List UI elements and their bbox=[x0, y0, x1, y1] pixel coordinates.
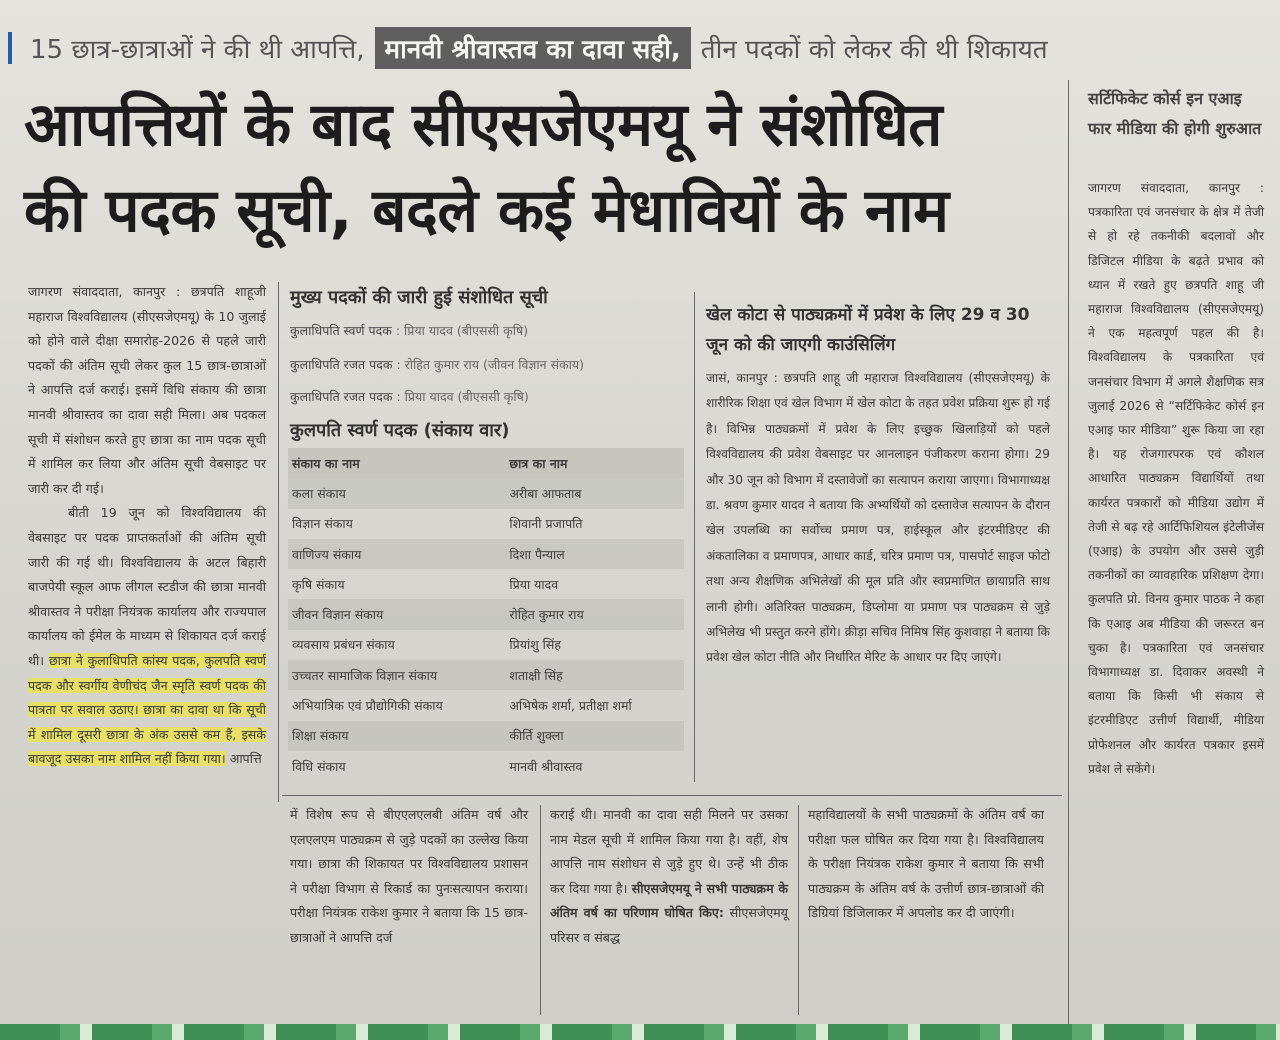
medal-name: कुलाधिपति रजत पदक bbox=[290, 357, 393, 372]
faculty-medals-title: कुलपति स्वर्ण पदक (संकाय वार) bbox=[290, 420, 510, 441]
sidebar-body: जागरण संवाददाता, कानपुर : पत्रकारिता एवं जनसंचार के क्षेत्र में तेजी से हो रहे तकनीकी बदलावों और डिजिटल मीडिया के बढ़ते प्रभाव को ध्यान में रखते हुए छत्रपति शाहू जी महाराज विश्वविद्यालय (सीएसजेएमयू) ने एक महत्वपूर्ण पहल की है। विश्वविद्यालय के पत्रकारिता एवं जनसंचार विभाग में अगले शैक्षणिक सत्र जुलाई 2026 से “सर्टिफिकेट कोर्स इन एआइ फार मीडिया” शुरू किया जा रहा है। यह रोजगारपरक एवं कौशल आधारित पाठ्यक्रम विद्यार्थियों तथा कार्यरत पत्रकारों को मीडिया उद्योग में तेजी से बढ़ रहे आर्टिफिशियल इंटेलीजेंस (एआइ) के उपयोग और उससे जुड़ी तकनीकों का व्यावहारिक प्रशिक्षण देगा। कुलपति प्रो. विनय कुमार पाठक ने कहा कि एआइ अब मीडिया की जरूरत बन चुका है। पत्रकारिता एवं जनसंचार विभागाध्यक्ष डा. दिवाकर अवस्थी ने बताया कि किसी भी संकाय से इंटरमीडिएट उत्तीर्ण विद्यार्थी, मीडिया प्रोफेशनल और कार्यरत पत्रकार इसमें प्रवेश ले सकेंगे। bbox=[1088, 181, 1264, 776]
table-header-cell: छात्र का नाम bbox=[505, 448, 684, 478]
article-body-column-2: में विशेष रूप से बीएएलएलबी अंतिम वर्ष और एलएलएम पाठ्यक्रम से जुड़े पदकों का उल्लेख किया गया। छात्रा की शिकायत पर विश्वविद्यालय प्रशासन ने परीक्षा विभाग से रिकार्ड का पुनःसत्यापन कराया। परीक्षा नियंत्रक राकेश कुमार ने बताया कि 15 छात्र-छात्राओं ने आपत्ति दर्ज bbox=[290, 807, 528, 945]
table-cell: शिक्षा संकाय bbox=[288, 721, 505, 751]
article-paragraph-2-tail: आपत्ति bbox=[229, 751, 262, 767]
table-cell: अरीबा आफताब bbox=[505, 478, 684, 508]
faculty-medals-table bbox=[288, 448, 684, 781]
sports-quota-body: जासं, कानपुर : छत्रपति शाहू जी महाराज विश्वविद्यालय (सीएसजेएमयू) के शारीरिक शिक्षा एवं खेल विभाग में खेल कोटा के तहत प्रवेश प्रक्रिया शुरू हो गई है। विभिन्न पाठ्यक्रमों में प्रवेश के लिए इच्छुक खिलाड़ियों को पहले विश्वविद्यालय की प्रवेश वेबसाइट पर आनलाइन पंजीकरण कराना होगा। 29 और 30 जून को विभाग में दस्तावेजों का सत्यापन कराया जाएगा। विभागाध्यक्ष डा. श्रवण कुमार यादव ने बताया कि अभ्यर्थियों को दस्तावेज सत्यापन के दौरान खेल उपलब्धि का सर्वोच्च प्रमाण पत्र, हाईस्कूल और इंटरमीडिएट की अंकतालिका व प्रमाणपत्र, आधार कार्ड, चरित्र प्रमाण पत्र, पासपोर्ट साइज फोटो तथा अन्य शैक्षणिक अभिलेखों की मूल प्रति और स्वप्रमाणित छायाप्रति साथ लानी होगी। अतिरिक्त पाठ्यक्रम, डिप्लोमा या प्रमाण पत्र पाठ्यक्रम से जुड़े अभिलेख भी प्रस्तुत करने होंगे। क्रीड़ा सचिव निमिष सिंह कुशवाहा ने बताया कि प्रवेश खेल कोटा नीति और निर्धारित मेरिट के आधार पर दिए जाएंगे। bbox=[706, 371, 1050, 665]
article-paragraph-1: जागरण संवाददाता, कानपुर : छत्रपति शाहूजी महाराज विश्वविद्यालय (सीएसजेएमयू) के 10 जुलाई को होने वाले दीक्षा समारोह-2026 से पहले जारी पदकों की अंतिम सूची लेकर कुल 15 छात्र-छात्राओं ने आपत्ति दर्ज कराई। इसमें विधि संकाय की छात्रा मानवी श्रीवास्तव का दावा सही मिला। अब पदकल सूची में संशोधन करते हुए छात्रा का नाम पदक सूची में शामिल कर लिया और अंतिम सूची वेबसाइट पर जारी कर दी गई। bbox=[28, 284, 266, 496]
table-header-row bbox=[288, 448, 684, 478]
table-row bbox=[288, 478, 684, 508]
table-cell: दिशा पैन्याल bbox=[505, 539, 684, 569]
medal-recipient: : प्रिया यादव (बीएससी कृषि) bbox=[396, 389, 529, 404]
sidebar-divider bbox=[1068, 80, 1069, 1024]
headline bbox=[24, 82, 1044, 254]
medal-row bbox=[290, 388, 529, 405]
article-paragraph-4: सीएसजेएमयू परिसर व संबद्ध bbox=[550, 905, 788, 945]
article-body-column-4: महाविद्यालयों के सभी पाठ्यक्रमों के अंतिम वर्ष का परीक्षा फल घोषित कर दिया गया है। विश्वविद्यालय के परीक्षा नियंत्रक राकेश कुमार ने बताया कि सभी पाठ्यक्रम के अंतिम वर्ष के उत्तीर्ण छात्र-छात्राओं की डिग्रियां डिजिलाकर में अपलोड कर दी जाएंगी। bbox=[808, 807, 1044, 921]
table-row bbox=[288, 539, 684, 569]
table-cell: प्रिया यादव bbox=[509, 576, 559, 592]
table-row bbox=[288, 751, 684, 781]
medal-row bbox=[290, 322, 528, 339]
table-cell: विधि संकाय bbox=[292, 758, 346, 774]
table-header-cell: संकाय का नाम bbox=[288, 448, 505, 478]
table-cell: उच्चतर सामाजिक विज्ञान संकाय bbox=[288, 660, 505, 690]
medal-recipient: : रोहित कुमार राय (जीवन विज्ञान संकाय) bbox=[396, 357, 584, 372]
table-cell: शताक्षी सिंह bbox=[505, 660, 684, 690]
table-cell: मानवी श्रीवास्तव bbox=[509, 758, 583, 774]
highlighted-text: छात्रा ने कुलाधिपति कांस्य पदक, कुलपति स्वर्ण पदक और स्वर्गीय वेणीचंद जैन स्मृति स्वर्ण पदक की पात्रता पर सवाल उठाए। छात्रा का दावा था कि सूची में शामिल दूसरी छात्रा के अंक उससे कम हैं, इसके बावजूद उसका नाम शामिल नहीं किया गया। bbox=[28, 652, 266, 767]
table-row bbox=[288, 630, 684, 660]
kicker-left: 15 छात्र-छात्राओं ने की थी आपत्ति, bbox=[30, 35, 365, 65]
column-divider-1 bbox=[278, 282, 279, 802]
headline-line-1: आपत्तियों के बाद सीएसजेएमयू ने संशोधित bbox=[24, 90, 942, 160]
bottom-divider bbox=[282, 795, 1062, 796]
table-row bbox=[288, 509, 684, 539]
kicker-right: तीन पदकों को लेकर की थी शिकायत bbox=[700, 35, 1048, 65]
table-row bbox=[288, 690, 684, 720]
sidebar-title: सर्टिफिकेट कोर्स इन एआइ फार मीडिया की होगी शुरुआत bbox=[1088, 89, 1262, 138]
kicker-highlight-box: मानवी श्रीवास्तव का दावा सही, bbox=[375, 27, 691, 69]
table-cell: कृषि संकाय bbox=[292, 576, 345, 592]
table-cell: शिवानी प्रजापति bbox=[509, 516, 583, 532]
medal-row bbox=[290, 356, 584, 373]
table-row bbox=[288, 721, 684, 751]
table-cell: अभियांत्रिक एवं प्रौद्योगिकी संकाय bbox=[292, 698, 443, 714]
medal-name: कुलाधिपति स्वर्ण पदक bbox=[290, 323, 392, 338]
column-divider-2 bbox=[694, 292, 695, 782]
headline-line-2: की पदक सूची, बदले कई मेधावियों के नाम bbox=[24, 176, 949, 246]
table-cell: कीर्ति शुक्ला bbox=[505, 721, 684, 751]
results-subhead: सीएसजेएमयू ने सभी पाठ्यक्रम के अंतिम वर्ष का परिणाम घोषित किए: bbox=[550, 880, 788, 921]
medals-list-title: मुख्य पदकों की जारी हुई संशोधित सूची bbox=[290, 287, 548, 308]
table-row bbox=[288, 599, 684, 629]
kicker-line bbox=[30, 28, 1048, 68]
table-cell: व्यवसाय प्रबंधन संकाय bbox=[292, 637, 395, 653]
sports-quota-title: खेल कोटा से पाठ्यक्रमों में प्रवेश के लिए 29 व 30 जून को की जाएगी काउंसिलिंग bbox=[706, 305, 1030, 355]
article-paragraph-2 bbox=[28, 501, 266, 772]
article-paragraph-2-text: बीती 19 जून को विश्वविद्यालय की वेबसाइट पर पदक प्राप्तकर्ताओं की अंतिम सूची जारी की गई थी। विश्वविद्यालय के अटल बिहारी बाजपेयी स्कूल आफ लीगल स्टडीज की छात्रा मानवी श्रीवास्तव ने परीक्षा नियंत्रक कार्यालय और राज्यपाल कार्यालय को ईमेल के माध्यम से शिकायत दर्ज कराई थी। bbox=[28, 505, 266, 668]
table-cell: अभिषेक शर्मा, प्रतीक्षा शर्मा bbox=[509, 698, 632, 714]
table-cell: प्रियांशु सिंह bbox=[509, 637, 562, 653]
bottom-column-divider-1 bbox=[540, 805, 541, 1015]
table-cell: जीवन विज्ञान संकाय bbox=[288, 599, 505, 629]
article-body-column-3 bbox=[550, 803, 788, 951]
kicker-accent bbox=[8, 32, 12, 64]
article-paragraph-3: कराई थी। मानवी का दावा सही मिलने पर उसका नाम मेडल सूची में शामिल किया गया है। वहीं, शेष आपत्ति नाम संशोधन से जुड़े हुए थे। उन्हें भी ठीक कर दिया गया है। bbox=[550, 807, 788, 896]
table-row bbox=[288, 569, 684, 599]
footer-strip bbox=[0, 1024, 1280, 1040]
table-cell: विज्ञान संकाय bbox=[292, 516, 353, 532]
table-row bbox=[288, 660, 684, 690]
bottom-column-divider-2 bbox=[798, 805, 799, 1015]
table-cell: वाणिज्य संकाय bbox=[288, 539, 505, 569]
article-body-column-1 bbox=[28, 280, 266, 772]
table-cell: कला संकाय bbox=[288, 478, 505, 508]
table-cell: रोहित कुमार राय bbox=[505, 599, 684, 629]
medal-name: कुलाधिपति रजत पदक bbox=[290, 389, 393, 404]
medal-recipient: : प्रिया यादव (बीएससी कृषि) bbox=[395, 323, 529, 338]
